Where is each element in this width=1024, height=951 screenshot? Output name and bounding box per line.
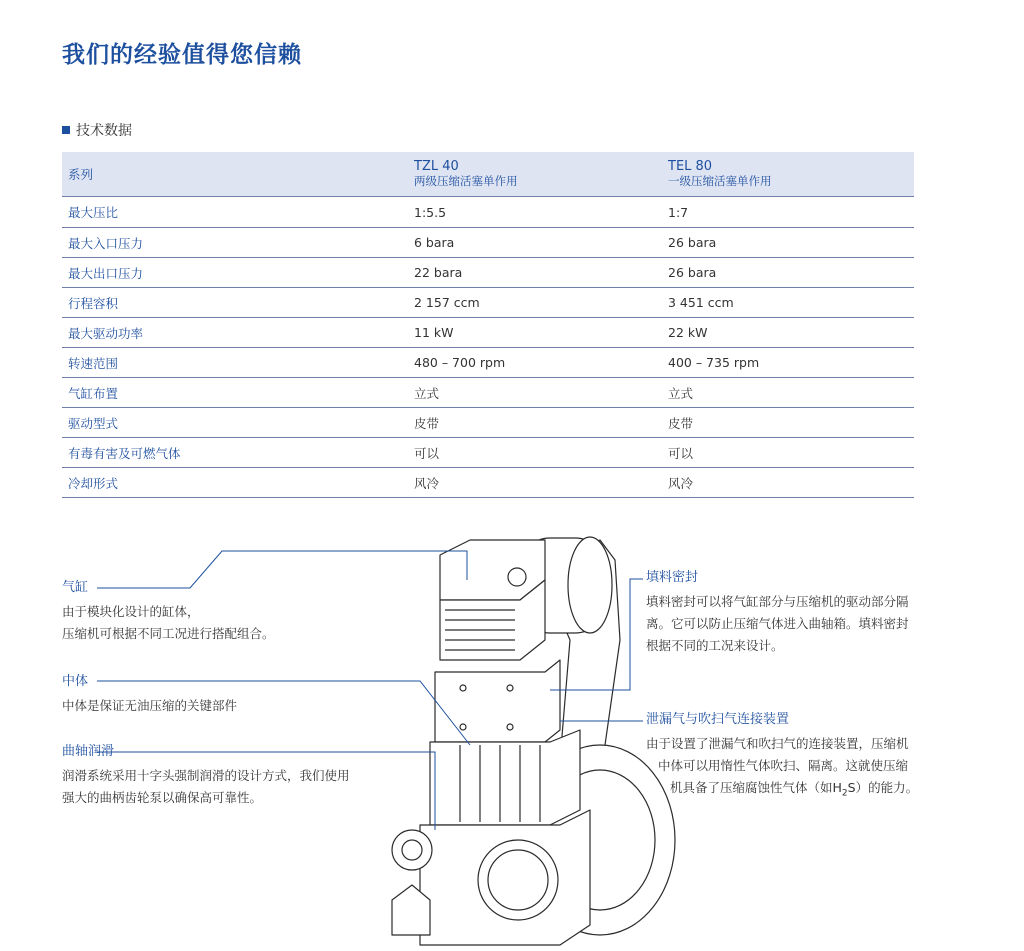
crosshead-frame xyxy=(430,730,580,825)
callout-cylinder xyxy=(62,577,392,645)
row-value: 400 – 735 rpm xyxy=(662,348,914,378)
row-label: 行程容积 xyxy=(62,288,408,318)
model-name: TEL 80 xyxy=(668,159,713,174)
row-label: 冷却形式 xyxy=(62,468,408,498)
row-value: 1:7 xyxy=(662,197,914,228)
row-label: 转速范围 xyxy=(62,348,408,378)
row-label: 有毒有害及可燃气体 xyxy=(62,438,408,468)
row-label: 最大压比 xyxy=(62,197,408,228)
row-value: 立式 xyxy=(662,378,914,408)
callout-title: 中体 xyxy=(62,674,89,689)
callout-text: 润滑系统采用十字头强制润滑的设计方式，我们使用 xyxy=(62,768,350,783)
callout-packing-seal xyxy=(646,567,946,657)
callout-title: 泄漏气与吹扫气连接装置 xyxy=(646,712,790,727)
row-value: 皮带 xyxy=(662,408,914,438)
row-value: 3 451 ccm xyxy=(662,288,914,318)
row-value: 11 kW xyxy=(408,318,662,348)
callout-title: 填料密封 xyxy=(646,570,699,585)
row-value: 立式 xyxy=(408,378,662,408)
callout-text xyxy=(646,777,946,805)
crankcase-cover xyxy=(478,840,558,920)
callout-text: 根据不同的工况来设计。 xyxy=(646,638,784,653)
row-value: 可以 xyxy=(408,438,662,468)
row-value: 可以 xyxy=(662,438,914,468)
row-value: 风冷 xyxy=(408,468,662,498)
callout-text: 强大的曲柄齿轮泵以确保高可靠性。 xyxy=(62,790,263,805)
callout-text: 压缩机可根据不同工况进行搭配组合。 xyxy=(62,626,275,641)
model-desc: 两级压缩活塞单作用 xyxy=(414,174,518,188)
header-series: 系列 xyxy=(62,152,408,197)
callout-text: 离。它可以防止压缩气体进入曲轴箱。填料密封 xyxy=(646,616,909,631)
row-value: 22 kW xyxy=(662,318,914,348)
callout-purge-connection xyxy=(646,709,946,805)
gear-pump xyxy=(392,830,432,870)
model-desc: 一级压缩活塞单作用 xyxy=(668,174,772,188)
callout-text: 由于模块化设计的缸体， xyxy=(62,604,200,619)
motor-end xyxy=(568,537,612,633)
cylinder-head xyxy=(440,540,545,600)
row-label: 驱动型式 xyxy=(62,408,408,438)
row-label: 气缸布置 xyxy=(62,378,408,408)
callout-text: 填料密封可以将气缸部分与压缩机的驱动部分隔 xyxy=(646,594,909,609)
row-value: 22 bara xyxy=(408,258,662,288)
callout-text-post: S）的能力。 xyxy=(847,780,919,795)
row-label: 最大入口压力 xyxy=(62,228,408,258)
model-name: TZL 40 xyxy=(414,159,459,174)
callout-text: 由于设置了泄漏气和吹扫气的连接装置，压缩机 xyxy=(646,736,909,751)
row-value: 480 – 700 rpm xyxy=(408,348,662,378)
subscript: 2 xyxy=(841,788,848,799)
callout-text: 中体可以用惰性气体吹扫、隔离。这就使压缩 xyxy=(658,758,909,773)
row-label: 最大驱动功率 xyxy=(62,318,408,348)
callout-crank-lubrication xyxy=(62,741,412,809)
row-value: 26 bara xyxy=(662,258,914,288)
callout-middle-body xyxy=(62,671,392,717)
page-title: 我们的经验值得您信赖 xyxy=(62,42,302,68)
callout-title: 曲轴润滑 xyxy=(62,744,115,759)
callout-text-pre: 机具备了压缩腐蚀性气体（如H xyxy=(670,780,842,795)
row-value: 26 bara xyxy=(662,228,914,258)
head-port xyxy=(508,568,526,586)
row-value: 6 bara xyxy=(408,228,662,258)
row-label: 最大出口压力 xyxy=(62,258,408,288)
row-value: 风冷 xyxy=(662,468,914,498)
callout-text: 中体是保证无油压缩的关键部件 xyxy=(62,698,238,713)
middle-body xyxy=(435,660,560,742)
callout-title: 气缸 xyxy=(62,580,89,595)
row-value: 皮带 xyxy=(408,408,662,438)
row-value: 2 157 ccm xyxy=(408,288,662,318)
row-value: 1:5.5 xyxy=(408,197,662,228)
section-title: 技术数据 xyxy=(76,123,132,139)
